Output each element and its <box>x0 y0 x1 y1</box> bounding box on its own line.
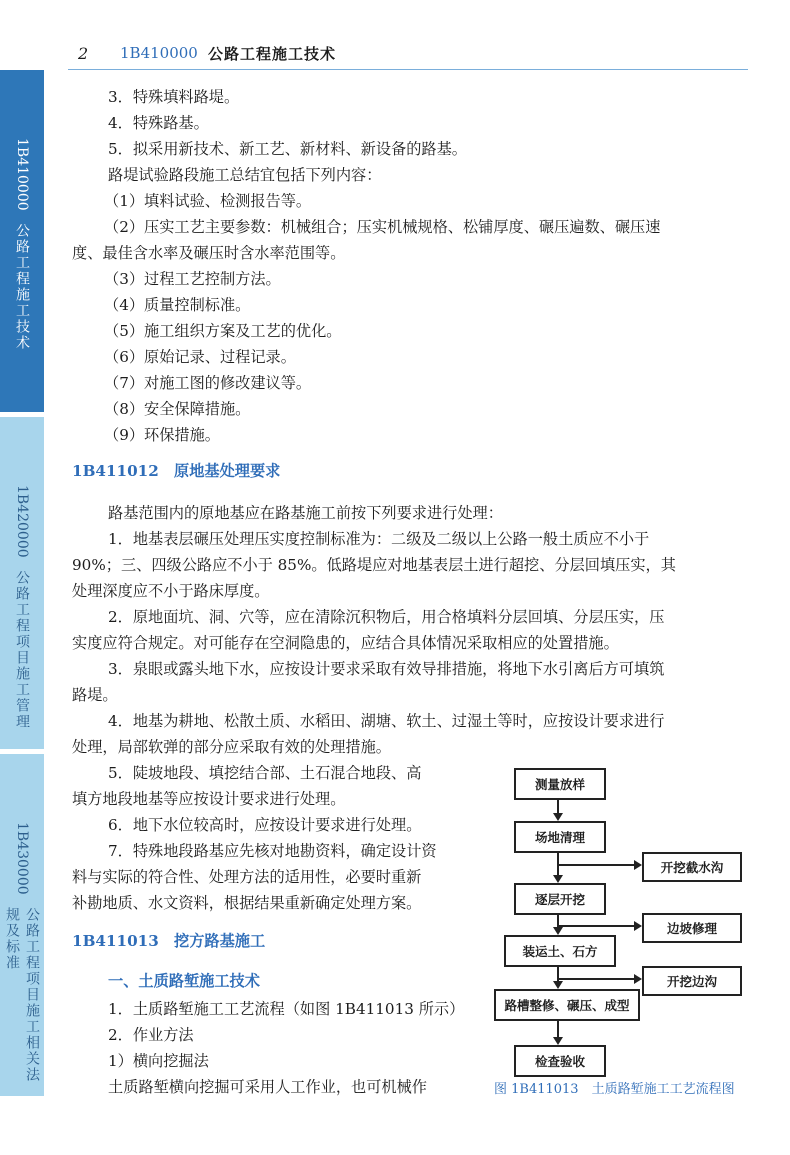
flow-side-slope-trimming: 边坡修理 <box>642 913 742 943</box>
flow-arrow <box>553 927 563 935</box>
body-line: 处理，局部软弹的部分应采取有效的处理措施。 <box>72 738 391 756</box>
body-line: 处理深度应不小于路床厚度。 <box>72 582 270 600</box>
flow-arrow <box>553 1037 563 1045</box>
body-line: （7）对施工图的修改建议等。 <box>104 374 312 392</box>
flow-arrow <box>553 875 563 883</box>
body-line: 90%；三、四级公路应不小于 85%。低路堤应对地基表层土进行超挖、分层回填压实，其 <box>72 556 676 574</box>
flow-step-inspection: 检查验收 <box>514 1045 606 1077</box>
section-heading-1b411012 <box>72 464 280 479</box>
body-line: （4）质量控制标准。 <box>104 296 251 314</box>
flow-branch <box>558 925 634 927</box>
side-tab-1b420000[interactable] <box>0 417 44 749</box>
body-line: 5．陡坡地段、填挖结合部、土石混合地段、高 <box>108 764 422 782</box>
flow-side-side-ditch: 开挖边沟 <box>642 966 742 996</box>
flow-step-layered-excavation: 逐层开挖 <box>514 883 606 915</box>
page-header <box>0 0 790 70</box>
body-line: （5）施工组织方案及工艺的优化。 <box>104 322 342 340</box>
side-tab-1b430000[interactable] <box>0 754 44 1096</box>
body-line: 5．拟采用新技术、新工艺、新材料、新设备的路基。 <box>108 140 467 158</box>
section-code: 1B411012 <box>72 462 159 480</box>
body-line: 1）横向挖掘法 <box>108 1052 209 1070</box>
body-line: 7．特殊地段路基应先核对地勘资料，确定设计资 <box>108 842 437 860</box>
body-line: （3）过程工艺控制方法。 <box>104 270 281 288</box>
body-line: 路堤。 <box>72 686 118 704</box>
side-tab-title: 公路工程项目施工管理 <box>14 569 30 730</box>
body-line: 料与实际的符合性、处理方法的适用性，必要时重新 <box>72 868 422 886</box>
body-line: 6．地下水位较高时，应按设计要求进行处理。 <box>108 816 422 834</box>
body-line: 1．土质路堑施工工艺流程（如图 1B411013 所示） <box>108 1000 465 1018</box>
body-line: （9）环保措施。 <box>104 426 220 444</box>
side-tab-code: 1B420000 <box>14 485 30 558</box>
flow-connector <box>557 851 559 875</box>
flow-step-trench-finishing: 路槽整修、碾压、成型 <box>494 989 640 1021</box>
flow-connector <box>557 1019 559 1037</box>
flow-branch <box>558 978 634 980</box>
header-chapter-code: 1B410000 <box>120 44 198 62</box>
process-flowchart <box>490 762 760 1082</box>
body-line: （6）原始记录、过程记录。 <box>104 348 296 366</box>
header-chapter-title: 公路工程施工技术 <box>208 45 337 63</box>
body-line: 1．地基表层碾压处理压实度控制标准为：二级及二级以上公路一般土质应不小于 <box>108 530 650 548</box>
body-line: （8）安全保障措施。 <box>104 400 251 418</box>
body-line: 路基范围内的原地基应在路基施工前按下列要求进行处理： <box>108 504 503 522</box>
side-tab-title: 公路工程施工技术 <box>14 222 30 351</box>
flow-step-haul-earth-stone: 装运土、石方 <box>504 935 616 967</box>
header-divider <box>68 69 748 70</box>
body-line: 度、最佳含水率及碾压时含水率范围等。 <box>72 244 346 262</box>
body-line: 2．作业方法 <box>108 1026 194 1044</box>
body-line: 填方地段地基等应按设计要求进行处理。 <box>72 790 346 808</box>
body-line: 4．特殊路基。 <box>108 114 209 132</box>
section-code: 1B411013 <box>72 932 159 950</box>
flow-branch <box>558 864 634 866</box>
body-line: 路堤试验路段施工总结宜包括下列内容： <box>108 166 382 184</box>
body-line: 土质路堑横向挖掘可采用人工作业，也可机械作 <box>108 1078 427 1096</box>
side-tab-title: 公路工程项目施工相关法规及标准 <box>4 906 40 1083</box>
flow-arrow <box>634 974 642 984</box>
flow-step-survey: 测量放样 <box>514 768 606 800</box>
side-tab-code: 1B430000 <box>14 822 30 895</box>
section-title: 挖方路基施工 <box>174 932 266 950</box>
subsection-heading: 一、土质路堑施工技术 <box>108 972 260 990</box>
section-heading-1b411013 <box>72 934 265 949</box>
flow-arrow <box>553 981 563 989</box>
flow-arrow <box>553 813 563 821</box>
flow-side-intercepting-ditch: 开挖截水沟 <box>642 852 742 882</box>
page-number: 2 <box>78 44 89 63</box>
flow-step-site-clearing: 场地清理 <box>514 821 606 853</box>
flow-arrow <box>634 921 642 931</box>
body-line: （1）填料试验、检测报告等。 <box>104 192 312 210</box>
section-title: 原地基处理要求 <box>174 462 281 480</box>
body-line: 补勘地质、水文资料，根据结果重新确定处理方案。 <box>72 894 422 912</box>
flow-arrow <box>634 860 642 870</box>
body-line: （2）压实工艺主要参数：机械组合；压实机械规格、松铺厚度、碾压遍数、碾压速 <box>104 218 661 236</box>
body-line: 实度应符合规定。对可能存在空洞隐患的，应结合具体情况采取相应的处置措施。 <box>72 634 619 652</box>
body-line: 3．泉眼或露头地下水，应按设计要求采取有效导排措施，将地下水引离后方可填筑 <box>108 660 665 678</box>
flow-connector <box>557 798 559 813</box>
side-tab-1b410000[interactable] <box>0 70 44 412</box>
body-line: 2．原地面坑、洞、穴等，应在清除沉积物后，用合格填料分层回填、分层压实，压 <box>108 608 665 626</box>
side-tab-code: 1B410000 <box>14 138 30 211</box>
body-line: 4．地基为耕地、松散土质、水稻田、湖塘、软土、过湿土等时，应按设计要求进行 <box>108 712 665 730</box>
figure-caption: 图 1B411013 土质路堑施工工艺流程图 <box>494 1082 735 1097</box>
body-line: 3．特殊填料路堤。 <box>108 88 240 106</box>
